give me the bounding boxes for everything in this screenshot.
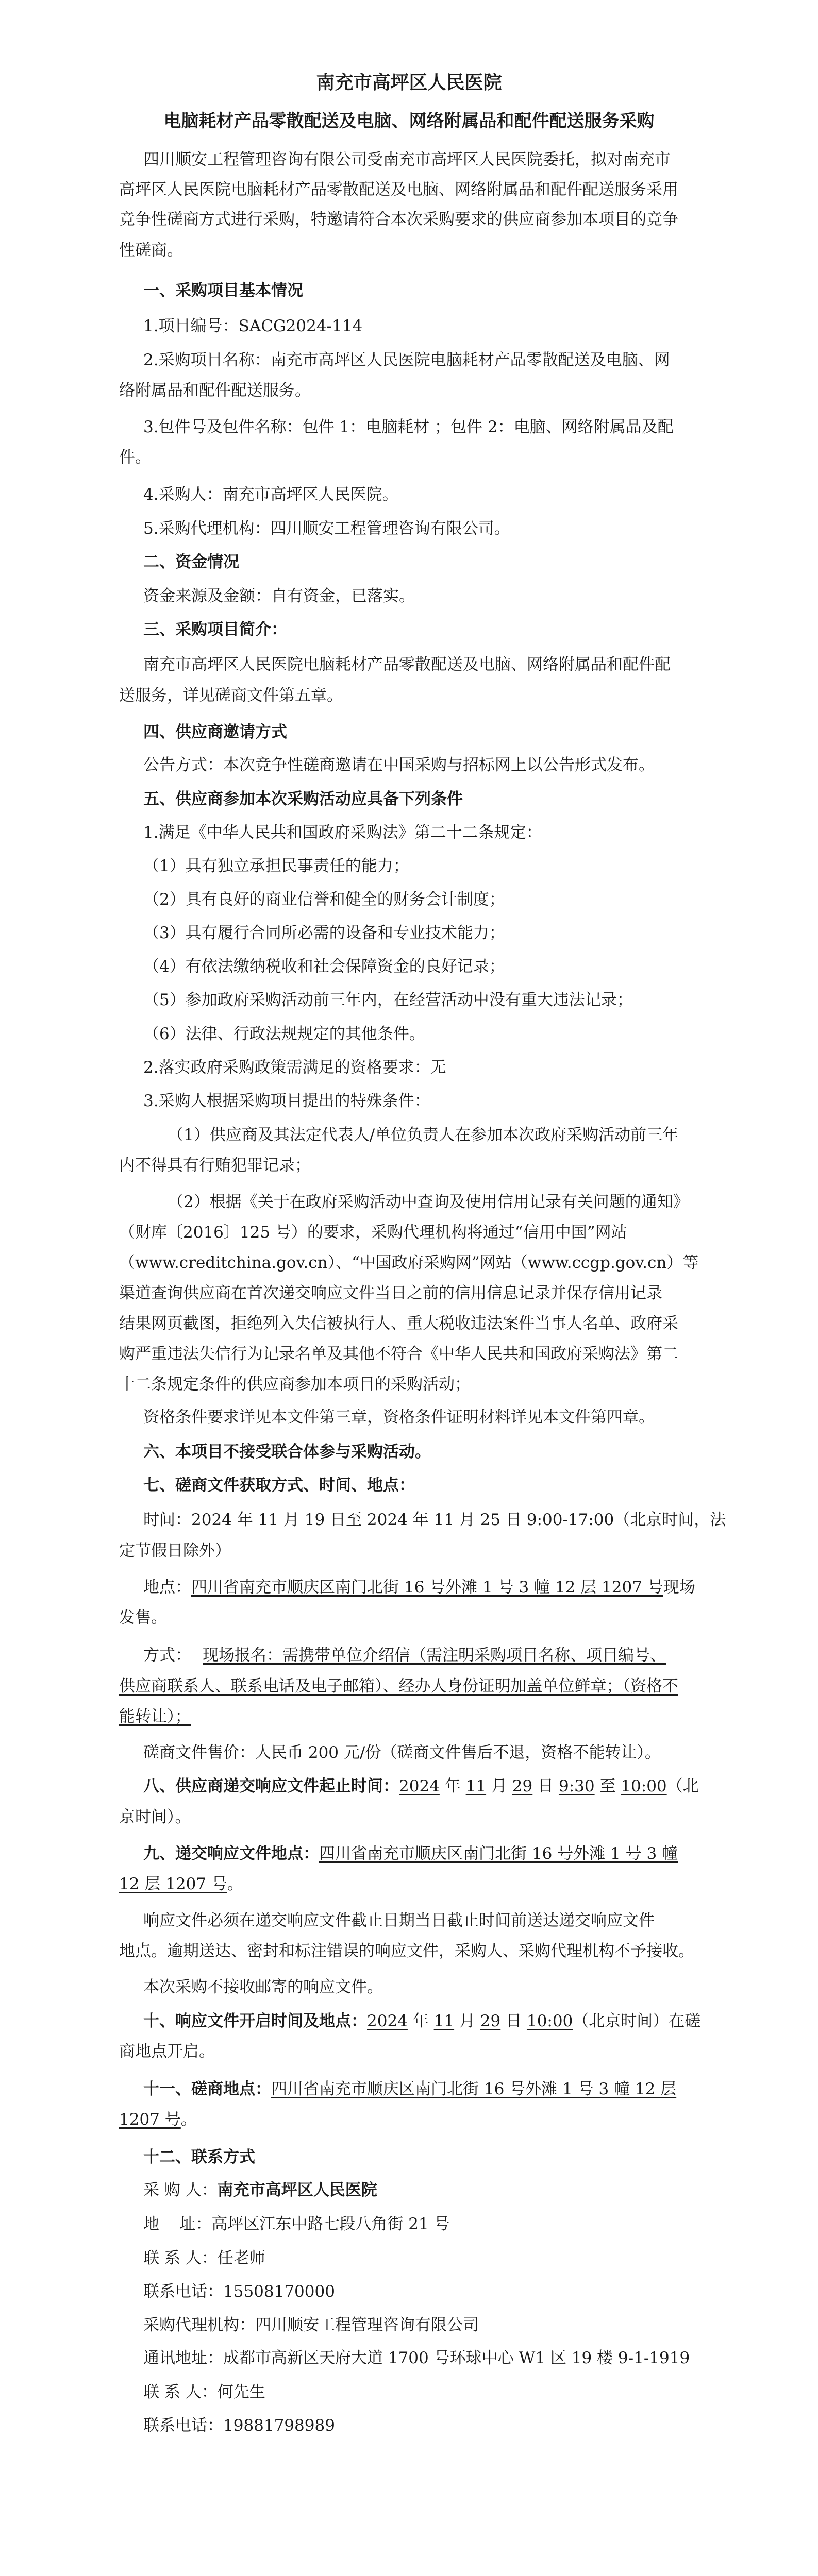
acquisition-method [143,1645,666,1666]
method-label: 方式： [143,1646,191,1665]
to-word: 至 [594,1777,621,1795]
month-unit: 月 [486,1777,512,1795]
opening-time-cont: 商地点开启。 [119,2042,215,2061]
acquisition-method-cont: 能转让）； [119,1707,191,1726]
summary-text: 南充市高坪区人民医院电脑耗材产品零散配送及电脑、网络附属品和配件配 [143,655,671,674]
open-day: 29 [480,2012,501,2030]
section-heading: 六、本项目不接受联合体参与采购活动。 [143,1443,431,1461]
agency-phone-value: 19881798989 [223,2416,335,2435]
agency-phone-label: 联系电话： [143,2416,223,2435]
submission-rule-cont: 地点。逾期送达、密封和标注错误的响应文件，采购人、采购代理机构不予接收。 [119,1942,694,1960]
submission-place-cont [119,1874,243,1894]
agency-label: 采购代理机构： [143,2316,255,2334]
acquisition-place [143,1577,695,1598]
purchaser: 4.采购人：南充市高坪区人民医院。 [143,485,398,504]
year-unit: 年 [407,2012,434,2030]
section-heading: 五、供应商参加本次采购活动应具备下列条件 [143,790,463,808]
phone-label: 联系电话： [143,2282,223,2301]
project-name: 2.采购项目名称：南充市高坪区人民医院电脑耗材产品零散配送及电脑、网 [143,351,670,369]
method-text: 现场报名：需携带单位介绍信（需注明采购项目名称、项目编号、 [203,1646,666,1665]
section-heading: 十、响应文件开启时间及地点： [143,2012,367,2030]
address-value: 高坪区江东中路七段八角街 21 号 [211,2215,450,2233]
address-row [143,2214,450,2234]
place-tail: 现场 [663,1578,695,1597]
opening-time [143,2011,700,2031]
submission-rule: 响应文件必须在递交响应文件截止日期当日截止时间前送达递交响应文件 [143,1911,655,1930]
acquisition-place-cont: 发售。 [119,1608,167,1627]
place-label: 地点： [143,1578,191,1597]
condition-3: 3.采购人根据采购项目提出的特殊条件： [143,1092,430,1110]
submission-time-cont: 京时间）。 [119,1808,191,1826]
section-heading: 九、递交响应文件地点： [143,1844,319,1863]
negotiation-address: 四川省南充市顺庆区南门北街 16 号外滩 1 号 3 幢 12 层 [271,2080,677,2098]
section-heading: 一、采购项目基本情况 [143,281,303,300]
contact-label: 联 系 人： [143,2249,218,2267]
agency-contact-row [143,2382,265,2402]
phone-row [143,2281,335,2302]
agency-address-value: 成都市高新区天府大道 1700 号环球中心 W1 区 19 楼 9-1-1919 [223,2349,690,2367]
opening-tail: （北京时间）在磋 [573,2012,701,2030]
buyer-label: 采 购 人： [143,2181,218,2199]
submission-place [143,1843,678,1864]
section-heading: 二、资金情况 [143,553,239,571]
special-condition-2-cont: 购严重违法失信行为记录名单及其他不符合《中华人民共和国政府采购法》第二 [119,1345,678,1363]
package-info-cont: 件。 [119,448,151,467]
funding-text: 资金来源及金额：自有资金，已落实。 [143,587,415,605]
condition-sub: （2）具有良好的商业信誉和健全的财务会计制度； [143,890,505,909]
submit-day: 29 [512,1777,533,1795]
submission-address: 四川省南充市顺庆区南门北街 16 号外滩 1 号 3 幢 [319,1844,678,1863]
condition-sub: （5）参加政府采购活动前三年内，在经营活动中没有重大违法记录； [143,991,633,1009]
special-condition-1: （1）供应商及其法定代表人/单位负责人在参加本次政府采购活动前三年 [168,1126,679,1144]
no-mail-note: 本次采购不接收邮寄的响应文件。 [143,1978,383,1996]
special-condition-2-cont: 渠道查询供应商在首次递交响应文件当日之前的信用信息记录并保存信用记录 [119,1284,662,1302]
condition-sub: （1）具有独立承担民事责任的能力； [143,857,409,875]
agency: 5.采购代理机构：四川顺安工程管理咨询有限公司。 [143,519,510,538]
year-unit: 年 [439,1777,466,1795]
qualification-note: 资格条件要求详见本文件第三章，资格条件证明材料详见本文件第四章。 [143,1408,655,1427]
address-label: 地 址： [143,2215,212,2233]
agency-address-row [143,2348,690,2368]
acquisition-time-cont: 定节假日除外） [119,1541,231,1560]
section-heading: 八、供应商递交响应文件起止时间： [143,1777,399,1795]
submit-year: 2024 [399,1777,440,1795]
section-heading: 十二、联系方式 [143,2148,255,2166]
section-heading: 四、供应商邀请方式 [143,723,287,741]
agency-row [143,2315,479,2335]
phone-value: 15508170000 [223,2282,335,2301]
intro-line: 性磋商。 [119,241,183,260]
contact-value: 任老师 [217,2249,265,2267]
intro-line: 高坪区人民医院电脑耗材产品零散配送及电脑、网络附属品和配件配送服务采用 [119,180,678,199]
condition-1: 1.满足《中华人民共和国政府采购法》第二十二条规定： [143,823,542,842]
document-price: 磋商文件售价：人民币 200 元/份（磋商文件售后不退，资格不能转让）。 [143,1743,661,1762]
negotiation-place [143,2079,676,2099]
open-year: 2024 [367,2012,408,2030]
submit-month: 11 [465,1777,487,1795]
negotiation-address-cont: 1207 号 [119,2110,181,2129]
submission-address-cont: 12 层 1207 号 [119,1875,227,1893]
agency-phone-row [143,2415,335,2436]
section-heading: 十一、磋商地点： [143,2080,271,2098]
agency-contact-label: 联 系 人： [143,2383,218,2401]
agency-address-label: 通讯地址： [143,2349,223,2367]
contact-row [143,2248,265,2268]
buyer-value: 南充市高坪区人民医院 [217,2181,377,2199]
submit-end: 10:00 [621,1777,667,1795]
place-address: 四川省南充市顺庆区南门北街 16 号外滩 1 号 3 幢 12 层 1207 号 [191,1578,663,1597]
day-unit: 日 [532,1777,559,1795]
negotiation-place-cont [119,2109,197,2130]
special-condition-2-cont: 结果网页截图，拒绝列入失信被执行人、重大税收违法案件当事人名单、政府采 [119,1314,678,1333]
period: 。 [180,2110,197,2129]
section-heading: 三、采购项目简介： [143,620,287,639]
open-month: 11 [433,2012,455,2030]
section-heading: 七、磋商文件获取方式、时间、地点： [143,1476,415,1495]
document-subtitle: 电脑耗材产品零散配送及电脑、网络附属品和配件配送服务采购 [163,111,655,131]
intro-line: 竞争性磋商方式进行采购，特邀请符合本次采购要求的供应商参加本项目的竞争 [119,210,678,229]
special-condition-2-cont: （财库〔2016〕125 号）的要求，采购代理机构将通过“信用中国”网站 [119,1223,627,1242]
condition-sub: （6）法律、行政法规规定的其他条件。 [143,1025,425,1043]
timezone: （北 [666,1777,699,1795]
buyer-row [143,2180,377,2200]
period: 。 [227,1875,243,1893]
project-name-cont: 络附属品和配件配送服务。 [119,381,311,400]
acquisition-time: 时间：2024 年 11 月 19 日至 2024 年 11 月 25 日 9:00-17:00（北京时间，法 [143,1511,726,1529]
intro-line: 四川顺安工程管理咨询有限公司受南充市高坪区人民医院委托，拟对南充市 [143,150,671,169]
open-time: 10:00 [526,2012,573,2030]
agency-contact-value: 何先生 [217,2383,265,2401]
condition-sub: （3）具有履行合同所必需的设备和专业技术能力； [143,924,505,942]
acquisition-method-cont: 供应商联系人、联系电话及电子邮箱）、经办人身份证明加盖单位鲜章；（资格不 [119,1677,678,1696]
special-condition-2-cont: （www.creditchina.gov.cn）、“中国政府采购网”网站（www.ccgp.gov.cn）等 [119,1253,699,1272]
month-unit: 月 [454,2012,480,2030]
document-title: 南充市高坪区人民医院 [316,72,502,93]
condition-sub: （4）有依法缴纳税收和社会保障资金的良好记录； [143,957,505,976]
special-condition-2: （2）根据《关于在政府采购活动中查询及使用信用记录有关问题的通知》 [168,1193,689,1211]
project-number: 1.项目编号：SACG2024-114 [143,317,363,335]
special-condition-2-cont: 十二条规定条件的供应商参加本项目的采购活动； [119,1375,471,1394]
day-unit: 日 [500,2012,527,2030]
agency-value: 四川顺安工程管理咨询有限公司 [255,2316,479,2334]
package-info: 3.包件号及包件名称：包件 1：电脑耗材 ；包件 2：电脑、网络附属品及配 [143,418,674,436]
invitation-text: 公告方式：本次竞争性磋商邀请在中国采购与招标网上以公告形式发布。 [143,756,655,774]
summary-text: 送服务，详见磋商文件第五章。 [119,686,343,705]
special-condition-1-cont: 内不得具有行贿犯罪记录； [119,1156,311,1175]
submission-time [143,1776,699,1797]
submit-start: 9:30 [558,1777,595,1795]
condition-2: 2.落实政府采购政策需满足的资格要求：无 [143,1058,446,1077]
